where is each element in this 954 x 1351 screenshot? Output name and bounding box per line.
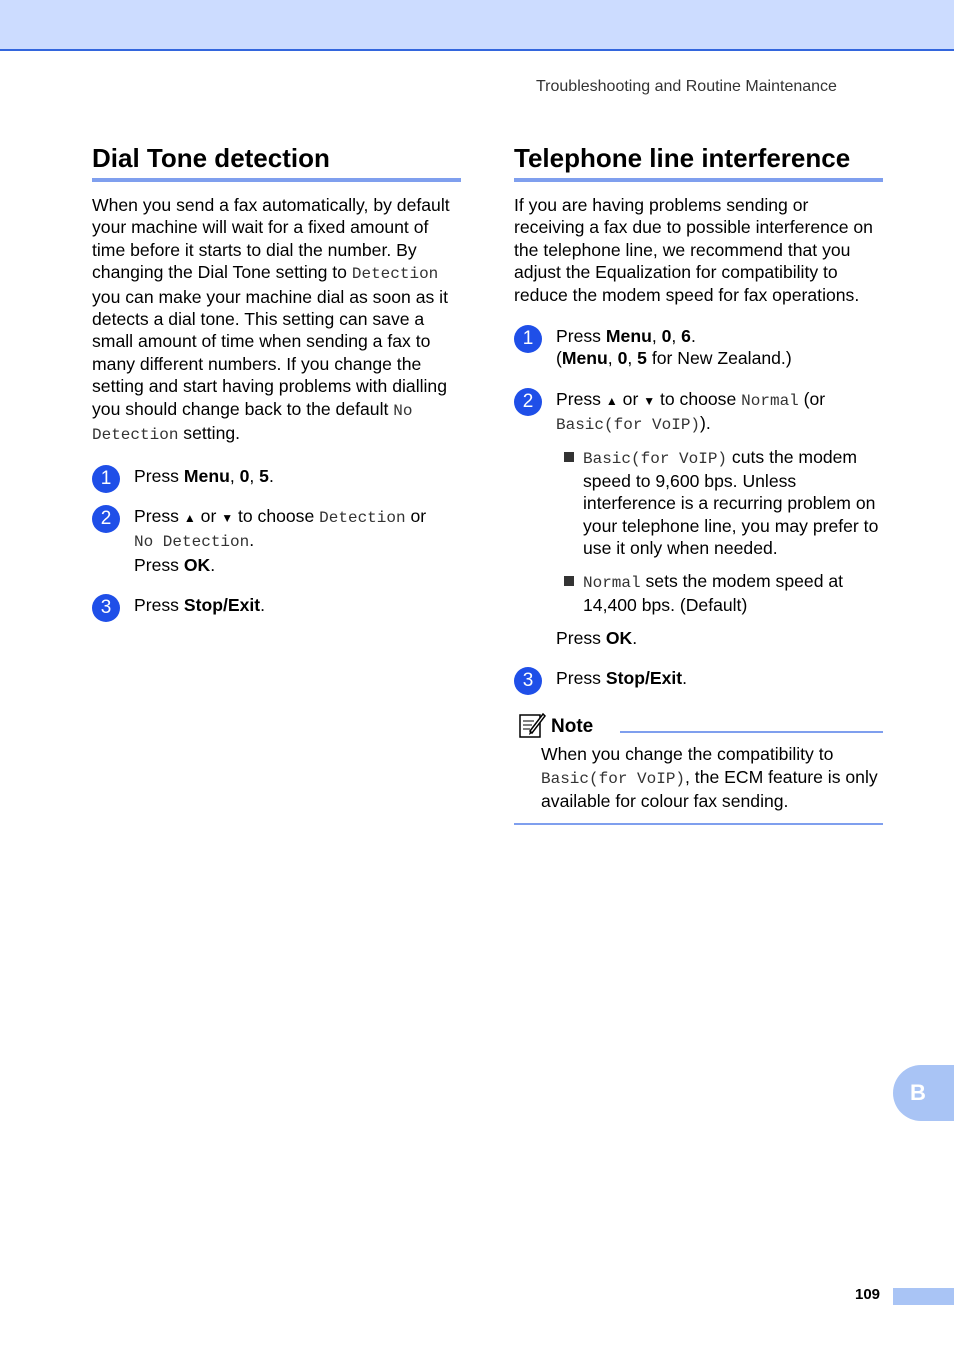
- page-number: 109: [855, 1286, 881, 1303]
- step-number-1: 1: [514, 325, 542, 353]
- bullet-basic-voip: Basic(for VoIP) cuts the modem speed to 9,600 bps. Unless interference is a recurring problem on your telephone line, you may prefer to use it only when needed.: [556, 446, 883, 560]
- note-text: When you change the compatibility to Basic(for VoIP), the ECM feature is only available for colour fax sending.: [541, 744, 878, 812]
- note-header: [514, 711, 883, 743]
- note-pencil-icon: [518, 711, 546, 739]
- page-number-bar: [893, 1288, 954, 1305]
- header-bar: [0, 0, 954, 51]
- running-title: Troubleshooting and Routine Maintenance: [536, 78, 837, 95]
- step-number-3: 3: [92, 594, 120, 622]
- down-arrow-icon: ▼: [221, 510, 234, 525]
- press-ok-line: Press OK.: [556, 627, 638, 648]
- note-title: Note: [551, 716, 594, 738]
- chapter-tab: B: [893, 1065, 954, 1121]
- section-title: Telephone line interference: [514, 142, 883, 182]
- note-box: [514, 711, 883, 824]
- step-number-3: 3: [514, 667, 542, 695]
- intro-paragraph: When you send a fax automatically, by default your machine will wait for a fixed amount of time before it starts to dial the number. By changing the Dial Tone setting to Detection you can make your machine dial as soon as it detects a dial tone. This setting can save a small amount of time when sending a fax to many different numbers. If you change the setting and start having problems with dialling you should change back to the default No Detection setting.: [92, 195, 450, 445]
- step-1: 1 Press Menu, 0, 5.: [92, 465, 461, 487]
- step-3: 3 Press Stop/Exit.: [92, 594, 461, 616]
- step-1: 1 Press Menu, 0, 6. (Menu, 0, 5 for New Zealand.): [514, 325, 883, 370]
- line-interference-section: [514, 142, 883, 825]
- step-2: 2 Press ▲ or ▼ to choose Normal (or Basic(for VoIP)). Basic(for VoIP) cuts the modem speed to 9,600 bps. Unless interference is a recurring problem on your telephone line, you may prefer to use it only when needed. Normal sets the modem speed at 14,400 bps. (Default) Press OK.: [514, 388, 883, 649]
- bullet-square-icon: [564, 452, 574, 462]
- up-arrow-icon: ▲: [183, 510, 196, 525]
- bullet-square-icon: [564, 576, 574, 586]
- step-number-2: 2: [514, 388, 542, 416]
- step-2: 2 Press ▲ or ▼ to choose Detection or No Detection. Press OK.: [92, 505, 461, 576]
- note-divider: [620, 731, 883, 733]
- dial-tone-section: [92, 142, 461, 617]
- step-number-1: 1: [92, 465, 120, 493]
- up-arrow-icon: ▲: [605, 393, 618, 408]
- step-number-2: 2: [92, 505, 120, 533]
- step-3: 3 Press Stop/Exit.: [514, 667, 883, 689]
- bullet-normal: Normal sets the modem speed at 14,400 bps. (Default): [556, 570, 883, 617]
- section-title: Dial Tone detection: [92, 142, 461, 182]
- down-arrow-icon: ▼: [643, 393, 656, 408]
- intro-paragraph: If you are having problems sending or receiving a fax due to possible interference on the telephone line, we recommend that you adjust the Equalization for compatibility to reduce the modem speed for fax operations.: [514, 195, 873, 305]
